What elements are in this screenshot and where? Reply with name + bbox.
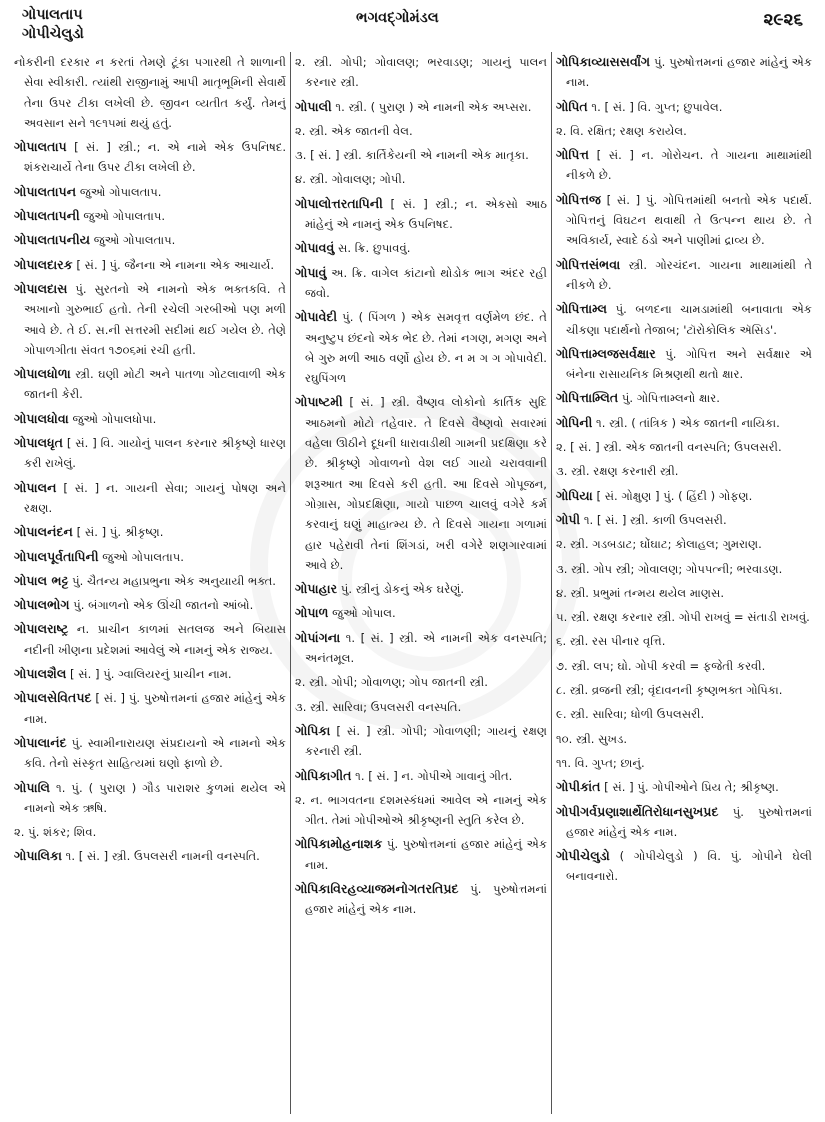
entry-definition: [ સં. ] પું. ગ્વાલિયરનું પ્રાચીન નામ. <box>70 667 232 682</box>
entry-headword: ગોપિકાવ્યાસસર્વાંગ <box>556 54 651 69</box>
dictionary-entry <box>295 579 547 599</box>
dictionary-entry <box>14 846 286 866</box>
entry-definition: [ સં. ] પું. ગોપિત્તમાંથી બનતો એક પદાર્થ. ગોપિત્તનું વિઘટન થવાથી તે ઉત્પન્ન થાય છે. તે અવિકાર્ય, સ્વાદે ઠંડો અને પાણીમાં દ્રાવ્ય છે. <box>566 192 812 248</box>
dictionary-entry <box>556 753 812 773</box>
entry-definition: ૨. સ્ત્રી. ગોપી; ગોવાલણ; ભરવાડણ; ગાયનું પાલન કરનાર સ્ત્રી. <box>295 55 547 90</box>
dictionary-entry <box>556 145 812 186</box>
entry-headword: ગોપાલભોગ <box>14 597 70 613</box>
entry-headword: ગોપાલોત્તરતાપિની <box>295 195 383 211</box>
dictionary-entry <box>556 704 812 724</box>
entry-definition: ૧. પું. ( પુરાણ ) ગૌડ પારાશર કુળમાં થયેલ એ નામનો એક ઋષિ. <box>24 780 286 815</box>
dictionary-entry <box>295 721 547 762</box>
entry-definition: પું. ગોપિત્તામ્લનો ક્ષાર. <box>621 391 720 406</box>
book-title: ભગવદ્ગોમંડલ <box>356 10 439 26</box>
entry-definition: [ સં. ] સ્ત્રી. વૈષ્ણવ લોકોનો કાર્તિક સુદિ આઠમનો મોટો તહેવાર. તે દિવસે વૈષ્ણવો સવારમાં વહેલા ઊઠીને દૂધની ધારાવાડીથી ગામની પ્રદક્ષિણા કરે છે. શ્રીકૃષ્ણે ગોવાળનો વેશ લઈ ગાયો ચરાવવાની શરૂઆત આ દિવસે કરી હતી. આ દિવસે ગોપૂજન, ગોગ્રાસ, ગોપ્રદક્ષિણા, ગાયો પાછળ ચાલવું વગેરે કર્મ કરવાનું ઘણું માહાત્મ્ય છે. તે દિવસે ગાયના ગળામાં હાર પહેરાવી તેનાં શિંગડાં, ખરી વગેરે શણગારવામાં આવે છે. <box>305 395 547 572</box>
dictionary-entry <box>295 697 547 717</box>
entry-headword: ગોપાલતાપનીય <box>14 232 91 248</box>
dictionary-entry <box>295 97 547 117</box>
entry-headword: ગોપાલધોળા <box>14 366 71 382</box>
entry-definition: ૩. સ્ત્રી. સારિવા; ઉપલસરી વનસ્પતિ. <box>295 699 462 714</box>
dictionary-entry <box>556 607 812 627</box>
entry-headword: ગોપાલી <box>295 98 332 114</box>
entry-definition: [ સં. ] સ્ત્રી.; ન. એકસો આઠ માંહેનું એ નામનું એક ઉપનિષદ. <box>305 196 547 232</box>
entry-definition: ૩. [ સં. ] સ્ત્રી. કાર્તિકેયની એ નામની એક માતૃકા. <box>295 148 529 163</box>
dictionary-entry <box>556 729 812 749</box>
entry-definition: ૯. સ્ત્રી. સારિવા; ધોળી ઉપલસરી. <box>556 707 705 722</box>
entry-headword: ગોપાલદાસ <box>14 280 68 296</box>
entry-definition: ૪. સ્ત્રી. પ્રભુમાં તન્મય થયેલ માણસ. <box>556 585 725 600</box>
entry-definition: ૩. સ્ત્રી. ગોપ સ્ત્રી; ગોવાલણ; ગોપપત્ની; ભરવાડણ. <box>556 561 783 576</box>
entry-definition: પું. પુરુષોત્તમનાં હજાર માંહેનું એક નામ. <box>566 804 812 839</box>
entry-definition: ૧. [ સં. ] સ્ત્રી. એ નામની એક વનસ્પતિ; અનંતમૂલ. <box>305 630 547 666</box>
entry-headword: ગોપાલરાષ્ટ્ર <box>14 621 69 637</box>
dictionary-entry <box>14 137 286 178</box>
column-2 <box>295 52 547 1122</box>
dictionary-entry <box>14 364 286 405</box>
entry-headword: ગોપિત્ત <box>556 147 589 163</box>
entry-headword: ગોપિકાગીત <box>295 767 352 783</box>
dictionary-entry <box>14 733 286 774</box>
entry-definition: [ સં. ] ન. ગાયની સેવા; ગાયનું પોષણ અને રક્ષણ. <box>24 480 286 515</box>
entry-definition: ૨. સ્ત્રી. ગોપી; ગોવાળણ; ગોપ જાતની સ્ત્રી. <box>295 675 488 690</box>
entry-headword: ગોપાલનંદન <box>14 524 73 540</box>
entry-headword: ગોપાળ <box>295 605 329 621</box>
dictionary-entry <box>556 486 812 506</box>
entry-definition: [ સં. ] સ્ત્રી.; ન. એ નામે એક ઉપનિષદ. શંકરાચાર્યે તેના ઉપર ટીકા લખેલી છે. <box>24 140 286 175</box>
entry-definition: ૧. [ સં. ] ન. ગોપીએ ગાવાનું ગીત. <box>355 768 513 783</box>
entry-headword: ગોપાહાર <box>295 581 338 597</box>
entry-headword: ગોપી <box>556 511 581 527</box>
entry-definition: પું. ચૈતન્ય મહાપ્રભુના એક અનુયાયી ભક્ત. <box>72 573 276 588</box>
entry-definition: પું. ( પિંગળ ) એક સમવૃત્ત વર્ણમેળ છંદ. તે અનુષ્ટુપ છંદનો એક ભેદ છે. તેમાં નગણ, મગણ અને બે ગુરુ મળી આઠ વર્ણો હોય છે. ન મ ગ ગ ગોપાવેદી. રઘુપિંગળ <box>305 310 547 386</box>
dictionary-entry <box>556 52 812 93</box>
entry-definition: [ સં. ] ન. ગોરોચન. તે ગાયના માથામાંથી નીકળે છે. <box>566 148 812 183</box>
entry-definition: ન. પ્રાચીન કાળમાં સતલજ અને બિયાસ નદીની ખીણના પ્રદેશમાં આવેલું એ નામનું એક રાજ્ય. <box>24 622 286 657</box>
entry-definition: ( ગોપીચેલુડો ) વિ. પું. ગોપીને ઘેલી બનાવનારો. <box>566 849 812 884</box>
dictionary-entry <box>14 433 286 474</box>
dictionary-entry <box>556 656 812 676</box>
dictionary-entry <box>295 790 547 831</box>
entry-headword: ગોપાવું <box>295 264 327 280</box>
dictionary-entry <box>295 263 547 304</box>
entry-definition: ૧૧. વિ. ગુપ્ત; છાનું. <box>556 755 645 770</box>
entry-definition: ૨. ન. ભાગવતના દશમસ્કંધમાં આવેલ એ નામનું એક ગીત. તેમાં ગોપીઓએ શ્રીકૃષ્ણની સ્તુતિ કરેલ છે. <box>295 792 547 828</box>
dictionary-entry <box>295 121 547 141</box>
dictionary-entry <box>556 344 812 385</box>
entry-definition: ૬. સ્ત્રી. રસ પીનાર વૃત્તિ. <box>556 634 666 649</box>
entry-definition: ૧૦. સ્ત્રી. સુખડ. <box>556 731 628 746</box>
dictionary-entry <box>295 672 547 692</box>
entry-definition: ૪. સ્ત્રી. ગોવાલણ; ગોપી. <box>295 172 406 187</box>
dictionary-entry <box>295 52 547 93</box>
entry-headword: ગોપિકાવિરહવ્યાજમનોગતરતિપ્રદ <box>295 880 459 896</box>
first-headword: ગોપાલતાપ <box>22 7 83 23</box>
entry-definition: [ સં. ] પું. જૈનના એ નામના એક આચાર્ય. <box>76 257 275 272</box>
dictionary-entry <box>556 583 812 603</box>
entry-headword: ગોપિત <box>556 98 588 114</box>
dictionary-entry <box>295 194 547 235</box>
entry-definition: નોકરીની દરકાર ન કરતાં તેમણે ટૂંકા પગારથી તે શાળાની સેવા સ્વીકારી. ત્યાંથી રાજીનામું આપી માતૃભૂમિની સેવાર્થે તેના ઉપર ટીકા લખેલી છે. જીવન વ્યતીત કર્યું. તેમનું અવસાન સને ૧૯૧૫માં થયું હતું. <box>14 55 286 130</box>
entry-headword: ગોપિત્તામ્લ <box>556 301 608 317</box>
dictionary-entry <box>295 628 547 669</box>
entry-definition: સ્ત્રી. ગોરચંદન. ગાયના માથામાંથી તે નીકળે છે. <box>566 257 812 292</box>
entry-headword: ગોપાલન <box>14 479 57 495</box>
dictionary-entry <box>295 145 547 165</box>
entry-definition: પું. સ્ત્રીનું ડોકનું એક ઘરેણું. <box>340 582 465 597</box>
column-divider <box>290 52 291 1114</box>
dictionary-entry <box>14 230 286 250</box>
entry-definition: જુઓ ગોપાલ. <box>332 606 396 621</box>
dictionary-entry <box>556 190 812 251</box>
entry-definition: પું. ગોપિત્ત અને સર્વક્ષાર એ બંનેના રાસાયનિક મિશ્રણથી થતો ક્ષાર. <box>566 346 812 382</box>
column-1 <box>14 52 286 1122</box>
entry-headword: ગોપાલદારક <box>14 256 73 272</box>
dictionary-entry <box>14 822 286 842</box>
entry-headword: ગોપાંગના <box>295 629 341 645</box>
dictionary-entry <box>556 559 812 579</box>
dictionary-entry <box>295 879 547 920</box>
entry-headword: ગોપાલતાપની <box>14 208 80 224</box>
entry-definition: [ સં. ] પું. પુરુષોત્તમનાં હજાર માંહેનું એક નામ. <box>24 691 286 726</box>
entry-headword: ગોપાલધૃત <box>14 435 64 451</box>
entry-headword: ગોપિકા <box>295 722 331 738</box>
entry-definition: જુઓ ગોપાલતાપ. <box>102 549 184 564</box>
dictionary-entry <box>556 437 812 457</box>
entry-headword: ગોપિકામોહનાશક <box>295 836 383 852</box>
entry-headword: ગોપાલધોવા <box>14 410 69 426</box>
entry-headword: ગોપાષ્ટમી <box>295 394 343 410</box>
dictionary-entry <box>556 97 812 117</box>
dictionary-entry <box>556 299 812 340</box>
entry-definition: પું. પુરુષોત્તમનાં હજાર માંહેનું એક નામ. <box>305 881 547 917</box>
entry-definition: પું. સ્વામીનારાયણ સંપ્રદાયનો એ નામનો એક કવિ. તેનો સંસ્કૃત સાહિત્યમાં ઘણો ફાળો છે. <box>24 735 286 771</box>
dictionary-entry <box>295 169 547 189</box>
dictionary-entry <box>14 547 286 567</box>
dictionary-entry <box>556 413 812 433</box>
entry-headword: ગોપાલશૈલ <box>14 666 67 682</box>
entry-definition: ૨. પું. શંકર; શિવ. <box>14 825 97 840</box>
entry-headword: ગોપાલાનંદ <box>14 734 67 750</box>
dictionary-entry <box>556 121 812 141</box>
entry-headword: ગોપાવેદી <box>295 309 338 325</box>
entry-definition: ૨. [ સં. ] સ્ત્રી. એક જાતની વનસ્પતિ; ઉપલસરી. <box>556 440 782 455</box>
dictionary-entry <box>556 255 812 296</box>
dictionary-entry <box>556 802 812 843</box>
entry-definition: [ સં. ] પું. શ્રીકૃષ્ણ. <box>76 525 164 540</box>
entry-definition: પું. સુરતનો એ નામનો એક ભક્તકવિ. તે અખાનો ગુરુભાઈ હતો. તેની રચેલી ગરબીઓ પણ મળી આવે છે. તે ઈ. સ.ની સત્તરમી સદીમાં થઈ ગયેલ છે. તેણે ગોપાળગીતા સંવત ૧૭૦૬માં રચી હતી. <box>24 281 286 357</box>
dictionary-entry <box>14 255 286 275</box>
dictionary-entry <box>14 478 286 519</box>
entry-headword: ગોપીચેલુડો <box>556 848 610 864</box>
entry-definition: ૧. સ્ત્રી. ( પુરાણ ) એ નામની એક અપ્સરા. <box>335 99 532 114</box>
entry-headword: ગોપિત્તજ <box>556 191 601 207</box>
dictionary-entry <box>295 603 547 623</box>
entry-definition: ૨. સ્ત્રી. ગડબડાટ; ઘોંઘાટ; કોલાહલ; ગુમરાણ. <box>556 537 762 552</box>
dictionary-entry <box>556 846 812 887</box>
dictionary-entry <box>14 182 286 202</box>
dictionary-entry <box>295 834 547 875</box>
entry-headword: ગોપાલ ભટ્ટ <box>14 572 69 588</box>
entry-definition: ૧. સ્ત્રી. ( તાંત્રિક ) એક જાતની નાયિકા. <box>596 415 780 430</box>
page-number: ૨૯૨૬ <box>763 10 803 30</box>
dictionary-entry <box>556 631 812 651</box>
entry-headword: ગોપાલપૂર્વતાપિની <box>14 548 99 564</box>
dictionary-entry <box>14 664 286 684</box>
entry-definition: ૨. વિ. રક્ષિત; રક્ષણ કરાયેલ. <box>556 123 687 138</box>
dictionary-entry <box>14 279 286 360</box>
entry-headword: ગોપીકાંત <box>556 779 601 795</box>
dictionary-entry <box>14 688 286 729</box>
entry-headword: ગોપીગર્વપ્રણાશાર્થેતિરોધાનસુખપ્રદ <box>556 803 719 819</box>
entry-definition: [ સં. ગોક્ષુણ ] પું. ( હિંદી ) ગોફણ. <box>596 488 753 503</box>
entry-definition: સ્ત્રી. ઘણી મોટી અને પાતળા ગોટલાવાળી એક જાતની કેરી. <box>24 367 286 402</box>
entry-definition: પું. પુરુષોત્તમનાં હજાર માંહેનું એક નામ. <box>566 55 812 90</box>
dictionary-entry <box>14 206 286 226</box>
entry-definition: ૮. સ્ત્રી. વ્રજની સ્ત્રી; વૃંદાવનની કૃષ્ણભક્ત ગોપિકા. <box>556 683 783 698</box>
dictionary-entry <box>556 388 812 408</box>
entry-headword: ગોપિત્તામ્લજસર્વક્ષાર <box>556 345 656 361</box>
entry-definition: [ સં. ] વિ. ગાયોનું પાલન કરનાર શ્રીકૃષ્ણે ધારણ કરી રાખેલું. <box>24 436 286 471</box>
entry-definition: [ સં. ] સ્ત્રી. ગોપી; ગોવાળણી; ગાયનું રક્ષણ કરનારી સ્ત્રી. <box>305 723 547 759</box>
entry-definition: પું. બંગાળનો એક ઊંચી જાતનો આંબો. <box>73 598 254 613</box>
entry-headword: ગોપાવવું <box>295 240 335 256</box>
dictionary-entry <box>14 409 286 429</box>
running-head-left <box>22 6 84 44</box>
entry-headword: ગોપાલસેવિતપદ <box>14 690 92 706</box>
column-3 <box>556 52 812 1122</box>
last-headword: ગોપીચેલુડો <box>22 26 84 42</box>
dictionary-entry <box>14 522 286 542</box>
entry-definition: ૩. સ્ત્રી. રક્ષણ કરનારી સ્ત્રી. <box>556 464 679 479</box>
entry-definition: ૧. [ સં. ] સ્ત્રી. કાળી ઉપલસરી. <box>583 512 727 527</box>
entry-headword: ગોપાલિ <box>14 779 50 795</box>
dictionary-entry <box>295 238 547 258</box>
entry-definition: અ. ક્રિ. વાગેલ કાંટાનો થોડોક ભાગ અંદર રહી જવો. <box>305 265 547 300</box>
dictionary-entry <box>295 307 547 388</box>
entry-definition: પું. બળદના ચામડામાંથી બનાવાતા એક ચીકણા પદાર્થનો તેજાબ; 'ટૉરોકોલિક ઍસિડ'. <box>566 302 812 337</box>
entry-definition: જુઓ ગોપાલતાપ. <box>79 184 162 199</box>
dictionary-entry <box>556 534 812 554</box>
entry-headword: ગોપાલતાપન <box>14 183 77 199</box>
entry-definition: ૧. [ સં. ] સ્ત્રી. ઉપલસરી નામની વનસ્પતિ. <box>65 849 260 864</box>
column-divider <box>551 52 552 1114</box>
entry-headword: ગોપાલિકા <box>14 848 62 864</box>
entry-headword: ગોપિત્તસંભવા <box>556 256 621 272</box>
dictionary-entry <box>556 680 812 700</box>
entry-headword: ગોપિની <box>556 414 593 430</box>
entry-definition: ૫. સ્ત્રી. રક્ષણ કરનાર સ્ત્રી. ગોપી રાખવું = સંતાડી રાખવું. <box>556 610 810 625</box>
entry-definition: ૭. સ્ત્રી. લપ; ઘો. ગોપી કરવી = ફજેતી કરવી. <box>556 658 766 673</box>
dictionary-entry <box>14 52 286 133</box>
entry-definition: જુઓ ગોપાલતાપ. <box>83 209 166 224</box>
dictionary-entry <box>556 510 812 530</box>
dictionary-entry <box>556 461 812 481</box>
entry-headword: ગોપિત્તામ્લિત <box>556 390 619 406</box>
entry-definition: જુઓ ગોપાલતાપ. <box>93 233 176 248</box>
entry-definition: ૧. [ સં. ] વિ. ગુપ્ત; છુપાવેલ. <box>591 99 723 114</box>
dictionary-entry <box>14 619 286 660</box>
dictionary-entry <box>295 392 547 575</box>
entry-definition: ૨. સ્ત્રી. એક જાતની વેલ. <box>295 123 413 138</box>
dictionary-entry <box>14 595 286 615</box>
entry-headword: ગોપિયા <box>556 487 593 503</box>
entry-definition: સ. ક્રિ. છુપાવવું. <box>337 241 411 256</box>
dictionary-entry <box>556 777 812 797</box>
entry-headword: ગોપાલતાપ <box>14 139 67 155</box>
entry-definition: જુઓ ગોપાલધોપા. <box>72 411 157 426</box>
dictionary-entry <box>295 766 547 786</box>
entry-definition: પું. પુરુષોત્તમનાં હજાર માંહેનું એક નામ. <box>305 837 547 872</box>
entry-definition: [ સં. ] પું. ગોપીઓને પ્રિય તે; શ્રીકૃષ્ણ. <box>604 780 779 795</box>
dictionary-entry <box>14 571 286 591</box>
dictionary-entry <box>14 778 286 819</box>
